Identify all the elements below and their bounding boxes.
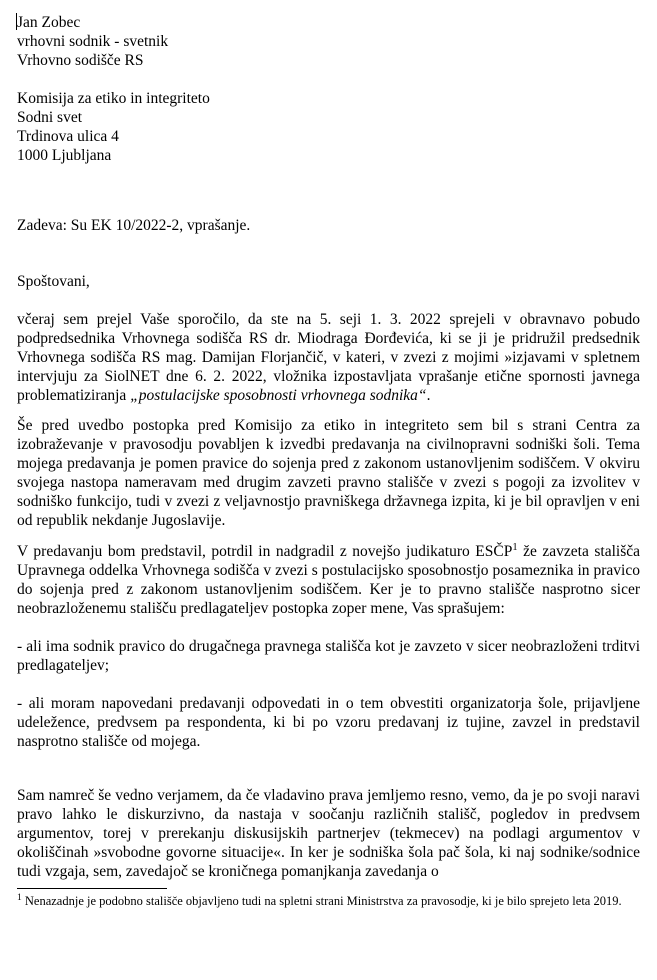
- recipient-city: 1000 Ljubljana: [17, 147, 112, 164]
- recipient-org: Sodni svet: [17, 109, 83, 126]
- paragraph-1: [17, 310, 640, 405]
- paragraph-3-text-after: že zavzeta stališča Upravnega oddelka Vrhovnega sodišča v zvezi s postulacijsko sposobnostjo posameznika in pravico do sojenja pred z zakonom ustanovljenim sodiščem. Ker je to pravno stališče nasprotno sicer neobrazloženemu stališču predlagateljev postopka zoper mene, Vas sprašujem:: [17, 543, 640, 617]
- text-cursor: [16, 13, 17, 30]
- footnote-reference-1: 1: [512, 541, 518, 553]
- subject-line: Zadeva: Su EK 10/2022-2, vprašanje.: [17, 217, 251, 234]
- footnote-separator: [17, 888, 167, 889]
- recipient-name: Komisija za etiko in integriteto: [17, 90, 210, 107]
- paragraph-1-quote: „postulacijske sposobnosti vrhovnega sodnika“: [130, 387, 427, 404]
- paragraph-4: Sam namreč še vedno verjamem, da če vladavino prava jemljemo resno, vemo, da je po svoji naravi pravo lahko le diskurzivno, da nastaja v soočanju različnih stališč, pogledov in predvsem argumentov, torej v prerekanju diskusijskih partnerjev (tekmecev) na podlagi argumentov v okoliščinah »svobodne govorne situacije«. In ker je sodniška šola pač šola, ki naj sodnike/sodnice tudi vzgaja, sem, zavedajoč se kroničnega pomanjkanja zavedanja o: [17, 787, 640, 880]
- sender-block: [17, 13, 640, 70]
- sender-title: vrhovni sodnik - svetnik: [17, 33, 169, 50]
- salutation: Spoštovani,: [17, 273, 90, 290]
- question-item-2: - ali moram napovedani predavanji odpovedati in o tem obvestiti organizatorja šole, prijavljene udeležence, predvsem pa respondenta, ki bi po vzoru predavanj iz tujine, zavzel in predstavil nasprotno stališče od mojega.: [17, 695, 640, 750]
- sender-name: Jan Zobec: [17, 14, 81, 31]
- sender-institution: Vrhovno sodišče RS: [17, 52, 144, 69]
- footnote-text: Nenazadnje je podobno stališče objavljeno tudi na spletni strani Ministrstva za pravosodje, ki je bilo sprejeto leta 2019.: [21, 894, 622, 908]
- paragraph-1-text: včeraj sem prejel Vaše sporočilo, da ste na 5. seji 1. 3. 2022 sprejeli v obravnavo pobudo podpredsednika Vrhovnega sodišča RS dr. Miodraga Đorđevića, ki se ji je pridružil predsednik Vrhovnega sodišča RS mag. Damijan Florjančič, v kateri, v zvezi z mojimi »izjavami v spletnem intervjuju za SiolNET dne 6. 2. 2022, vložnika izpostavljata vprašanje etične spornosti javnega problematiziranja: [17, 311, 640, 404]
- paragraph-1-period: .: [426, 387, 431, 404]
- footnote: [17, 892, 640, 910]
- paragraph-3-text-before: V predavanju bom predstavil, potrdil in nadgradil z novejšo judikaturo ESČP: [17, 543, 513, 560]
- paragraph-2: Še pred uvedbo postopka pred Komisijo za etiko in integriteto sem bil s strani Centra za izobraževanje v pravosodju povabljen k izvedbi predavanja na civilnopravni sodniški šoli. Tema mojega predavanja je pomen pravice do sojenja pred z zakonom ustanovljenim sodiščem. V okviru svojega nastopa nameravam med drugim zavzeti pravno stališče v zvezi s pogoji za izvolitev v sodniško funkcijo, tudi v zvezi z veljavnostjo pravniškega državnega izpita, ki je bil opravljen v eni od republik nekdanje Jugoslavije.: [17, 417, 640, 529]
- question-item-1: - ali ima sodnik pravico do drugačnega pravnega stališča kot je zavzeto v sicer neobrazloženi trditvi predlagateljev;: [17, 638, 640, 674]
- footnote-marker: 1: [17, 892, 22, 903]
- recipient-street: Trdinova ulica 4: [17, 128, 119, 145]
- paragraph-3: [17, 542, 640, 618]
- recipient-block: [17, 89, 640, 165]
